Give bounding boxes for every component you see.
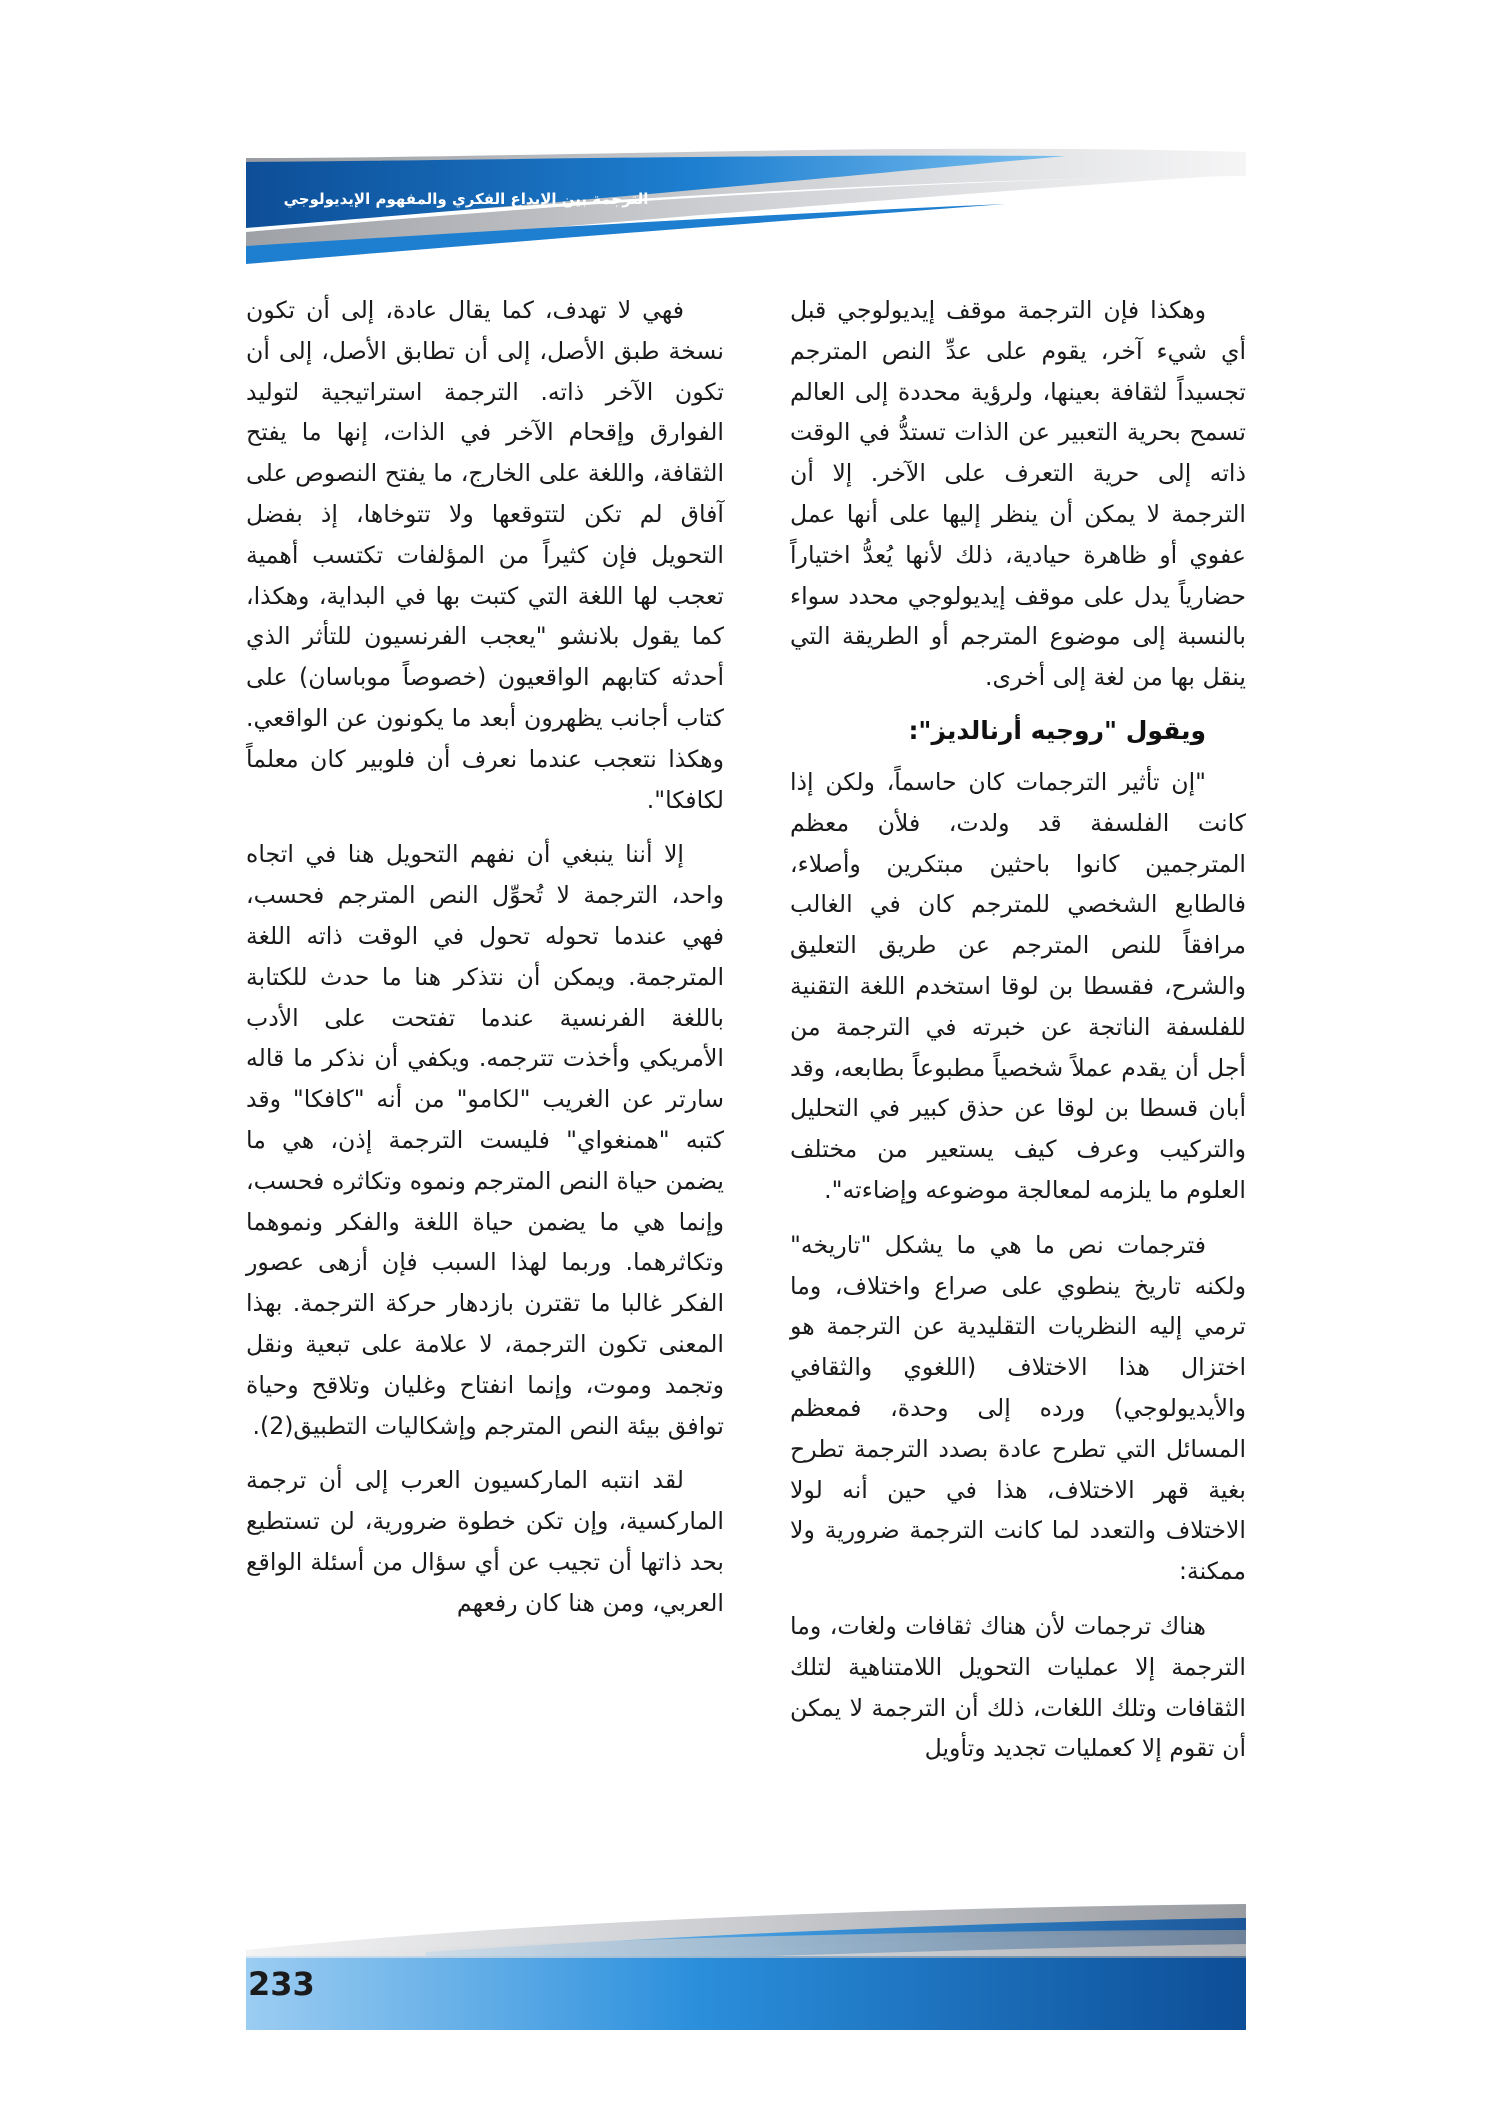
paragraph: وهكذا فإن الترجمة موقف إيديولوجي قبل أي شيء آخر، يقوم على عدِّ النص المترجم تجسيداً لثقافة بعينها، ولرؤية محددة إلى العالم تسمح بحرية التعبير عن الذات تستدُّ في الوقت ذاته إلى حرية التعرف على الآخر. إلا أن الترجمة لا يمكن أن ينظر إليها على أنها عمل عفوي أو ظاهرة حيادية، ذلك لأنها يُعدُّ اختياراً حضارياً يدل على موقف إيديولوجي محدد سواء بالنسبة إلى موضوع المترجم أو الطريقة التي ينقل بها من لغة إلى أخرى. bbox=[790, 296, 1246, 692]
paragraph: هناك ترجمات لأن هناك ثقافات ولغات، وما الترجمة إلا عمليات التحويل اللامتناهية لتلك الثقافات وتلك اللغات، ذلك أن الترجمة لا يمكن أن تقوم إلا كعمليات تجديد وتأويل bbox=[790, 1611, 1246, 1763]
paragraph: إلا أننا ينبغي أن نفهم التحويل هنا في اتجاه واحد، الترجمة لا تُحوِّل النص المترجم فحسب، فهي عندما تحوله تحول في الوقت ذاته اللغة المترجمة. ويمكن أن نتذكر هنا ما حدث للكتابة باللغة الفرنسية عندما تفتحت على الأدب الأمريكي وأخذت تترجمه. ويكفي أن نذكر ما قاله سارتر عن الغريب "لكامو" من أنه "كافكا" وقد كتبه "همنغواي" فليست الترجمة إذن، هي ما يضمن حياة النص المترجم ونموه وتكاثره فحسب، وإنما هي ما يضمن حياة اللغة والفكر ونموهما وتكاثرهما. وربما لهذا السبب فإن أزهى عصور الفكر غالبا ما تقترن بازدهار حركة الترجمة. بهذا المعنى تكون الترجمة، لا علامة على تبعية ونقل وتجمد وموت، وإنما انفتاح وغليان وتلاقح وحياة توافق بيئة النص المترجم وإشكاليات التطبيق(2). bbox=[246, 840, 724, 1440]
article-column-right bbox=[790, 290, 1246, 1860]
quote-paragraph: "إن تأثير الترجمات كان حاسماً، ولكن إذا كانت الفلسفة قد ولدت، فلأن معظم المترجمين كانوا باحثين مبتكرين وأصلاء، فالطابع الشخصي للمترجم كان في الغالب مرافقاً للنص المترجم عن طريق التعليق والشرح، فقسطا بن لوقا استخدم اللغة التقنية للفلسفة الناتجة عن خبرته في الترجمة من أجل أن يقدم عملاً شخصياً مطبوعاً بطابعه، وقد أبان قسطا بن لوقا عن حذق كبير في التحليل والتركيب وعرف كيف يستعير من مختلف العلوم ما يلزمه لمعالجة موضوعه وإضاءته". bbox=[790, 767, 1246, 1204]
paragraph: فهي لا تهدف، كما يقال عادة، إلى أن تكون نسخة طبق الأصل، إلى أن تطابق الأصل، إلى أن تكون الآخر ذاته. الترجمة استراتيجية لتوليد الفوارق وإقحام الآخر في الذات، إنها ما يفتح الثقافة، واللغة على الخارج، ما يفتح النصوص على آفاق لم تكن لتتوقعها ولا تتوخاها، إذ بفضل التحويل فإن كثيراً من المؤلفات تكتسب أهمية تعجب لها اللغة التي كتبت بها في البداية، وهكذا، كما يقول بلانشو "يعجب الفرنسيون للتأثر الذي أحدثه كتابهم الواقعيون (خصوصاً موباسان) على كتاب أجانب يظهرون أبعد ما يكونون عن الواقعي. وهكذا نتعجب عندما نعرف أن فلوبير كان معلماً لكافكا". bbox=[246, 296, 724, 814]
page-number: 233 bbox=[248, 1965, 315, 2003]
running-header-title: الترجمة بين الإبداع الفكري والمفهوم الإيديولوجي bbox=[283, 190, 649, 208]
section-heading: ويقول "روجيه أرنالديز": bbox=[908, 715, 1206, 745]
footer-banner bbox=[246, 1900, 1246, 2030]
article-column-left bbox=[246, 290, 724, 1860]
paragraph: فترجمات نص ما هي ما يشكل "تاريخه" ولكنه تاريخ ينطوي على صراع واختلاف، وما ترمي إليه النظريات التقليدية عن الترجمة هو اختزال هذا الاختلاف (اللغوي والثقافي والأيديولوجي) ورده إلى وحدة، فمعظم المسائل التي تطرح عادة بصدد الترجمة تطرح بغية قهر الاختلاف، هذا في حين أنه لولا الاختلاف والتعدد لما كانت الترجمة ضرورية ولا ممكنة: bbox=[790, 1230, 1246, 1586]
paragraph: لقد انتبه الماركسيون العرب إلى أن ترجمة الماركسية، وإن تكن خطوة ضرورية، لن تستطيع بحد ذاتها أن تجيب عن أي سؤال من أسئلة الواقع العربي، ومن هنا كان رفعهم bbox=[246, 1466, 724, 1617]
